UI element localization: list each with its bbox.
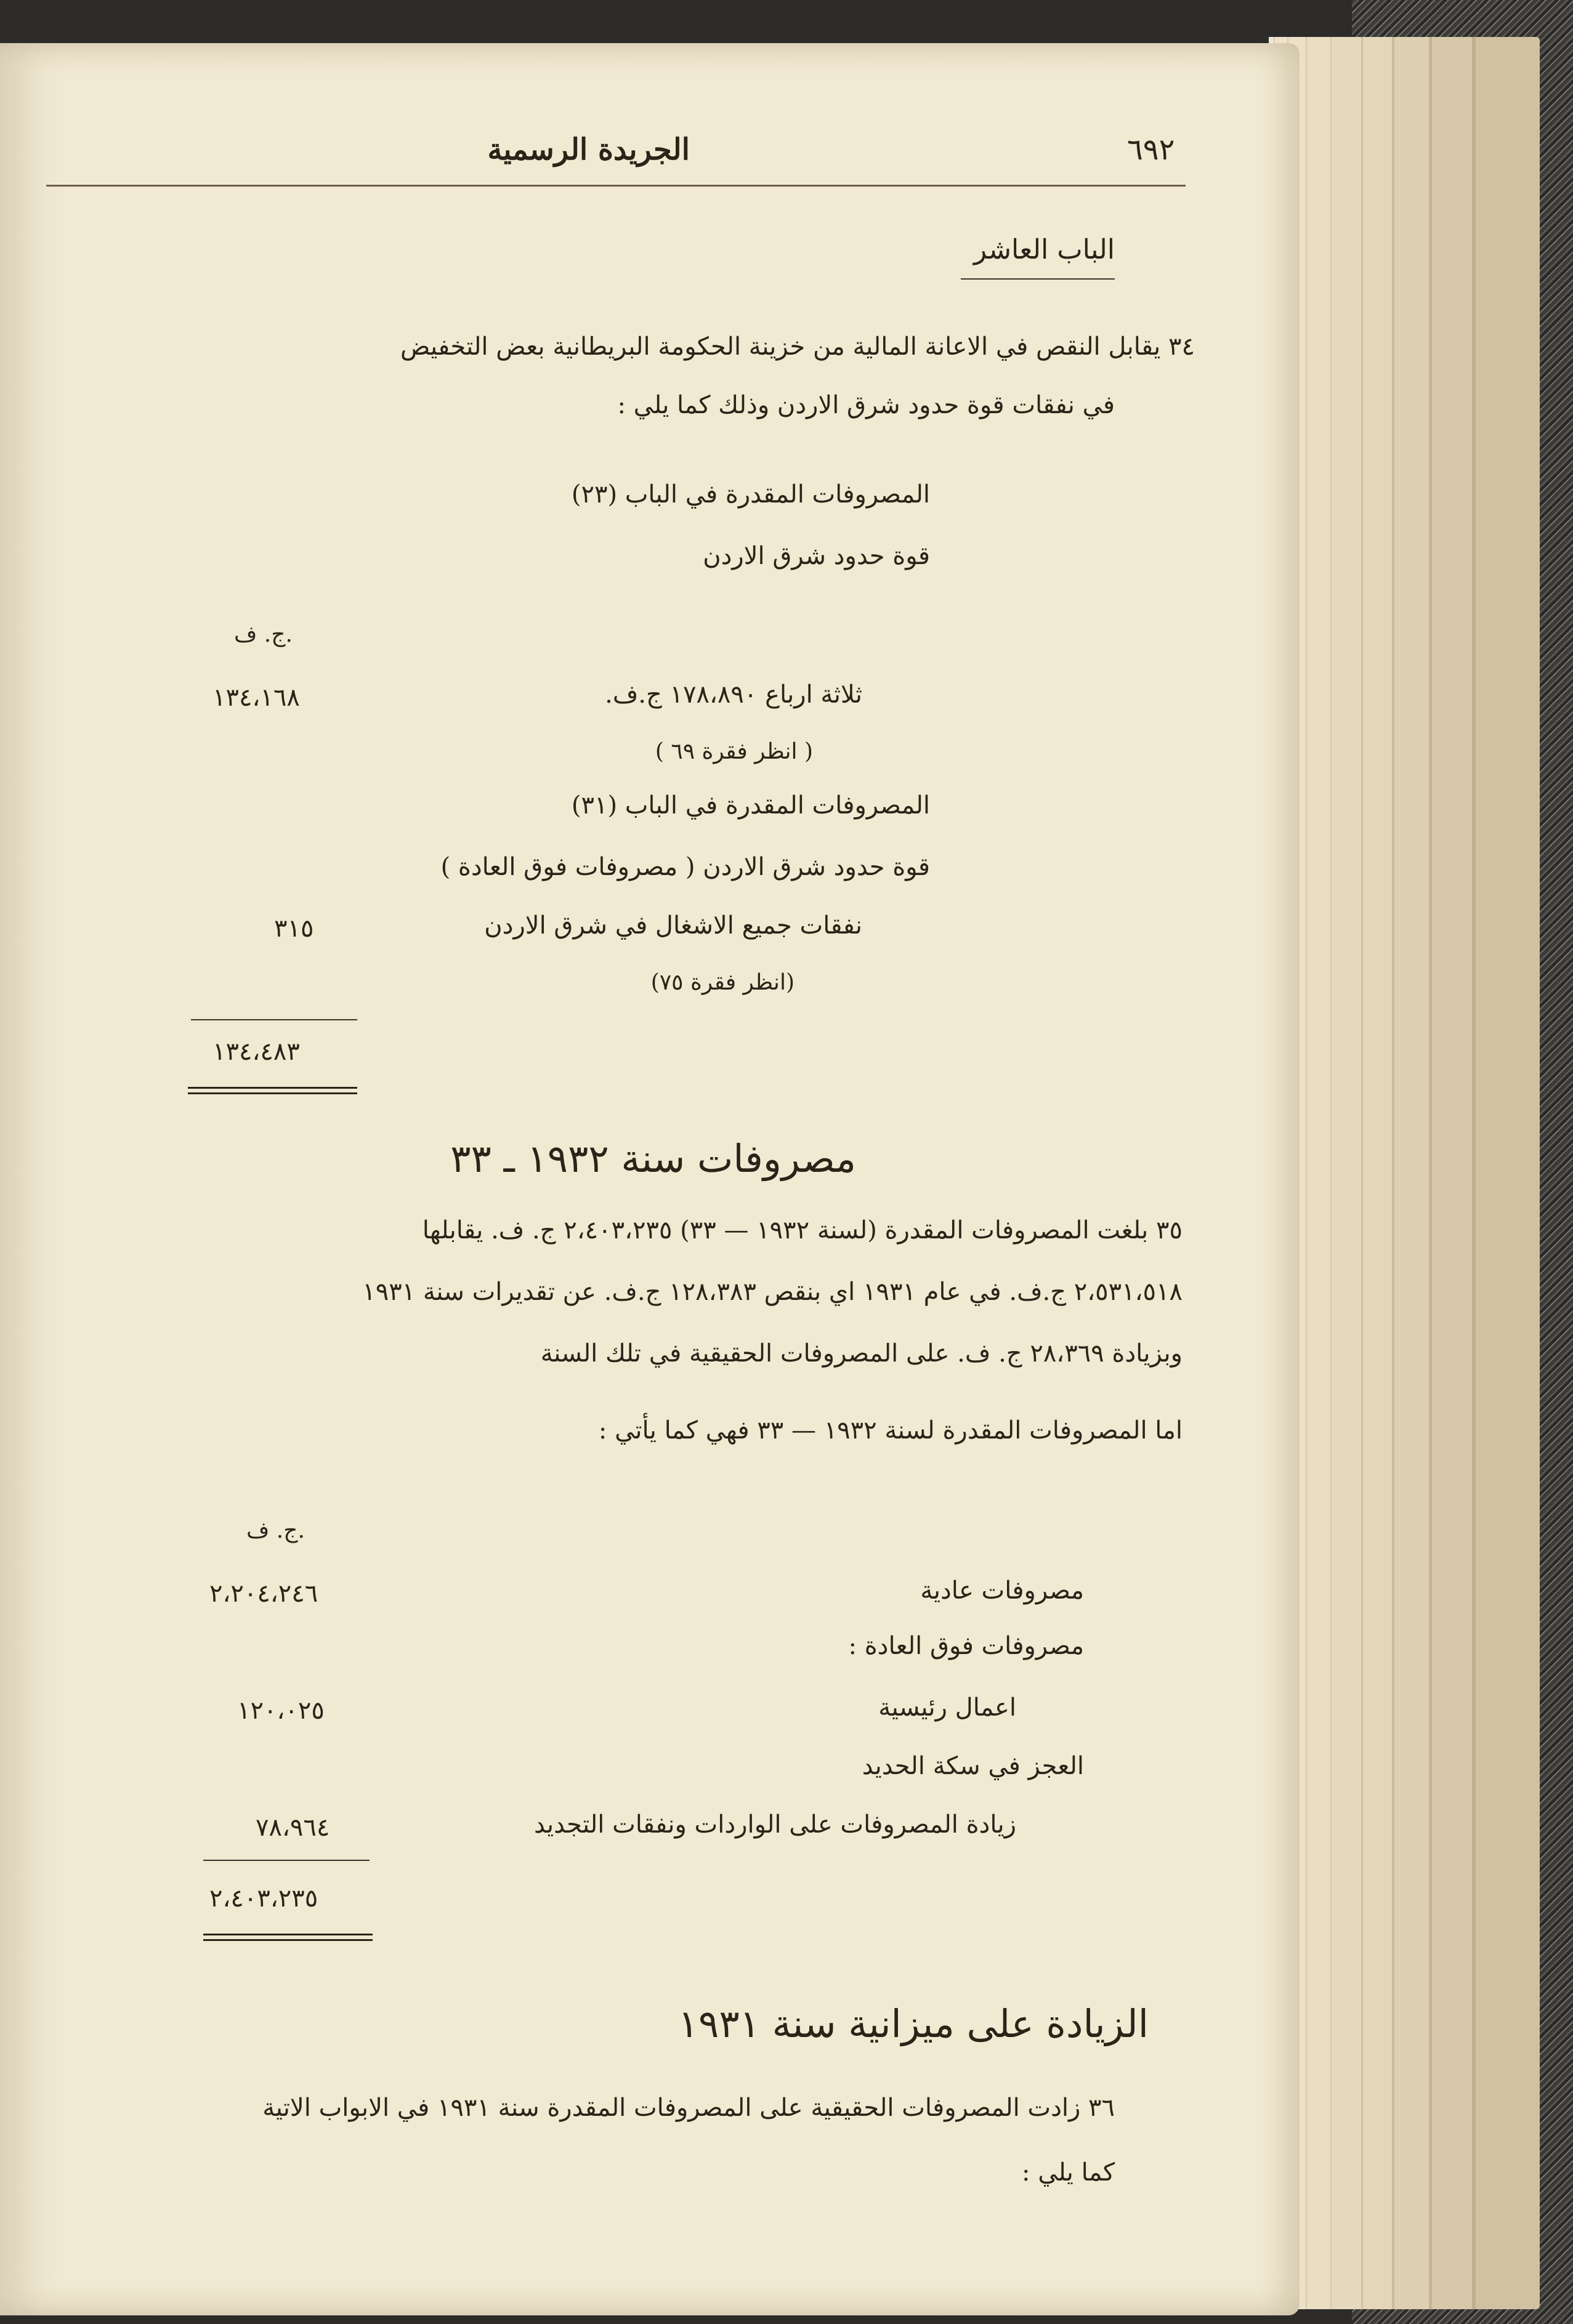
railway-deficit-row: العجز في سكة الحديد — [862, 1752, 1084, 1780]
major-works-row: اعمال رئيسية — [878, 1693, 1016, 1722]
table2-total: ٢،٤٠٣،٢٣٥ — [209, 1884, 318, 1913]
header-rule — [46, 185, 1186, 187]
para34-line1: ٣٤ يقابل النقص في الاعانة المالية من خزينة الحكومة البريطانية بعض التخفيض — [400, 333, 1195, 361]
three-quarters-value: ١٣٤،١٦٨ — [212, 684, 300, 712]
currency-label-1: ج. ف. — [234, 622, 293, 647]
section31-title: المصروفات المقدرة في الباب (٣١) — [571, 791, 930, 820]
book-page — [0, 43, 1300, 2315]
para34-line2: في نفقات قوة حدود شرق الاردن وذلك كما يلي : — [617, 391, 1115, 419]
ordinary-value: ٢،٢٠٤،٢٤٦ — [209, 1580, 318, 1608]
para35-line3: وبزيادة ٢٨،٣٦٩ ج. ف. على المصروفات الحقيقية في تلك السنة — [540, 1339, 1183, 1368]
renewals-value: ٧٨،٩٦٤ — [256, 1814, 330, 1842]
major-works-value: ١٢٠،٠٢٥ — [237, 1697, 325, 1725]
chapter-underline — [961, 278, 1115, 280]
currency-label-2: ج. ف. — [246, 1518, 305, 1543]
extraordinary-row: مصروفات فوق العادة : — [848, 1632, 1084, 1660]
para36-line1: ٣٦ زادت المصروفات الحقيقية على المصروفات المقدرة سنة ١٩٣١ في الابواب الاتية — [262, 2094, 1115, 2122]
ordinary-row: مصروفات عادية — [920, 1576, 1084, 1605]
para36-line2: كما يلي : — [1022, 2158, 1115, 2187]
three-quarters-row: ثلاثة ارباع ١٧٨،٨٩٠ ج.ف. — [605, 680, 862, 709]
section23-title: المصروفات المقدرة في الباب (٢٣) — [571, 480, 930, 509]
table2-sum-rule — [203, 1860, 370, 1861]
table1-total-double-rule — [188, 1087, 357, 1094]
table1-sum-rule — [191, 1019, 357, 1020]
journal-title: الجريدة الرسمية — [487, 132, 690, 167]
table1-total: ١٣٤،٤٨٣ — [212, 1038, 300, 1066]
heading-increase-1931: الزيادة على ميزانية سنة ١٩٣١ — [677, 2001, 1149, 2046]
page-stack — [1269, 37, 1540, 2309]
chapter-title: الباب العاشر — [973, 234, 1115, 265]
page-number: ٦٩٢ — [1127, 132, 1175, 167]
table2-total-double-rule — [203, 1934, 373, 1941]
ref-69: ( انظر فقرة ٦٩ ) — [655, 739, 813, 764]
heading-expenditure-1932: مصروفات سنة ١٩٣٢ ـ ٣٣ — [450, 1136, 856, 1181]
para35-line1: ٣٥ بلغت المصروفات المقدرة (لسنة ١٩٣٢ — ٣٣) ٢،٤٠٣،٢٣٥ ج. ف. يقابلها — [422, 1216, 1183, 1245]
ref-75: (انظر فقرة ٧٥) — [650, 970, 795, 995]
section23-sub: قوة حدود شرق الاردن — [703, 542, 930, 570]
para35-line4: اما المصروفات المقدرة لسنة ١٩٣٢ — ٣٣ فهي كما يأتي : — [598, 1416, 1183, 1445]
works-value: ٣١٥ — [274, 914, 314, 943]
section31-sub: قوة حدود شرق الاردن ( مصروفات فوق العادة ) — [440, 853, 930, 881]
works-row: نفقات جميع الاشغال في شرق الاردن — [484, 911, 862, 940]
para35-line2: ٢،٥٣١،٥١٨ ج.ف. في عام ١٩٣١ اي بنقص ١٢٨،٣٨٣ ج.ف. عن تقديرات سنة ١٩٣١ — [362, 1278, 1183, 1306]
renewals-row: زيادة المصروفات على الواردات ونفقات التجديد — [534, 1810, 1016, 1839]
